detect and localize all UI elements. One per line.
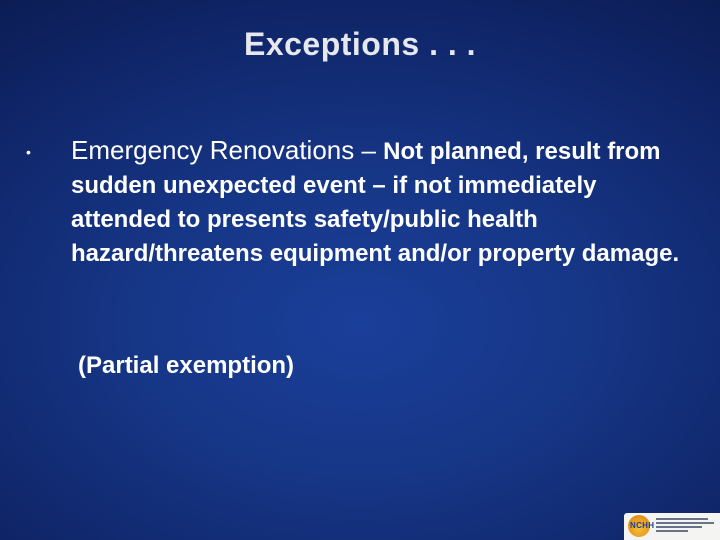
partial-exemption-note: (Partial exemption) [78,352,295,379]
bullet-marker: • [26,144,31,160]
bullet-lead-text: Emergency Renovations – [71,135,384,165]
bullet-text [71,133,691,271]
logo-fine-print [656,518,714,534]
organization-logo [624,513,720,540]
slide-title: Exceptions . . . [243,26,477,62]
logo-text: NCHH [630,521,655,530]
bullet-detail-text: Not planned, result from sudden unexpected event – if not immediately attended to presents safety/public health hazard/threatens equipment and/or property damage. [71,138,680,267]
